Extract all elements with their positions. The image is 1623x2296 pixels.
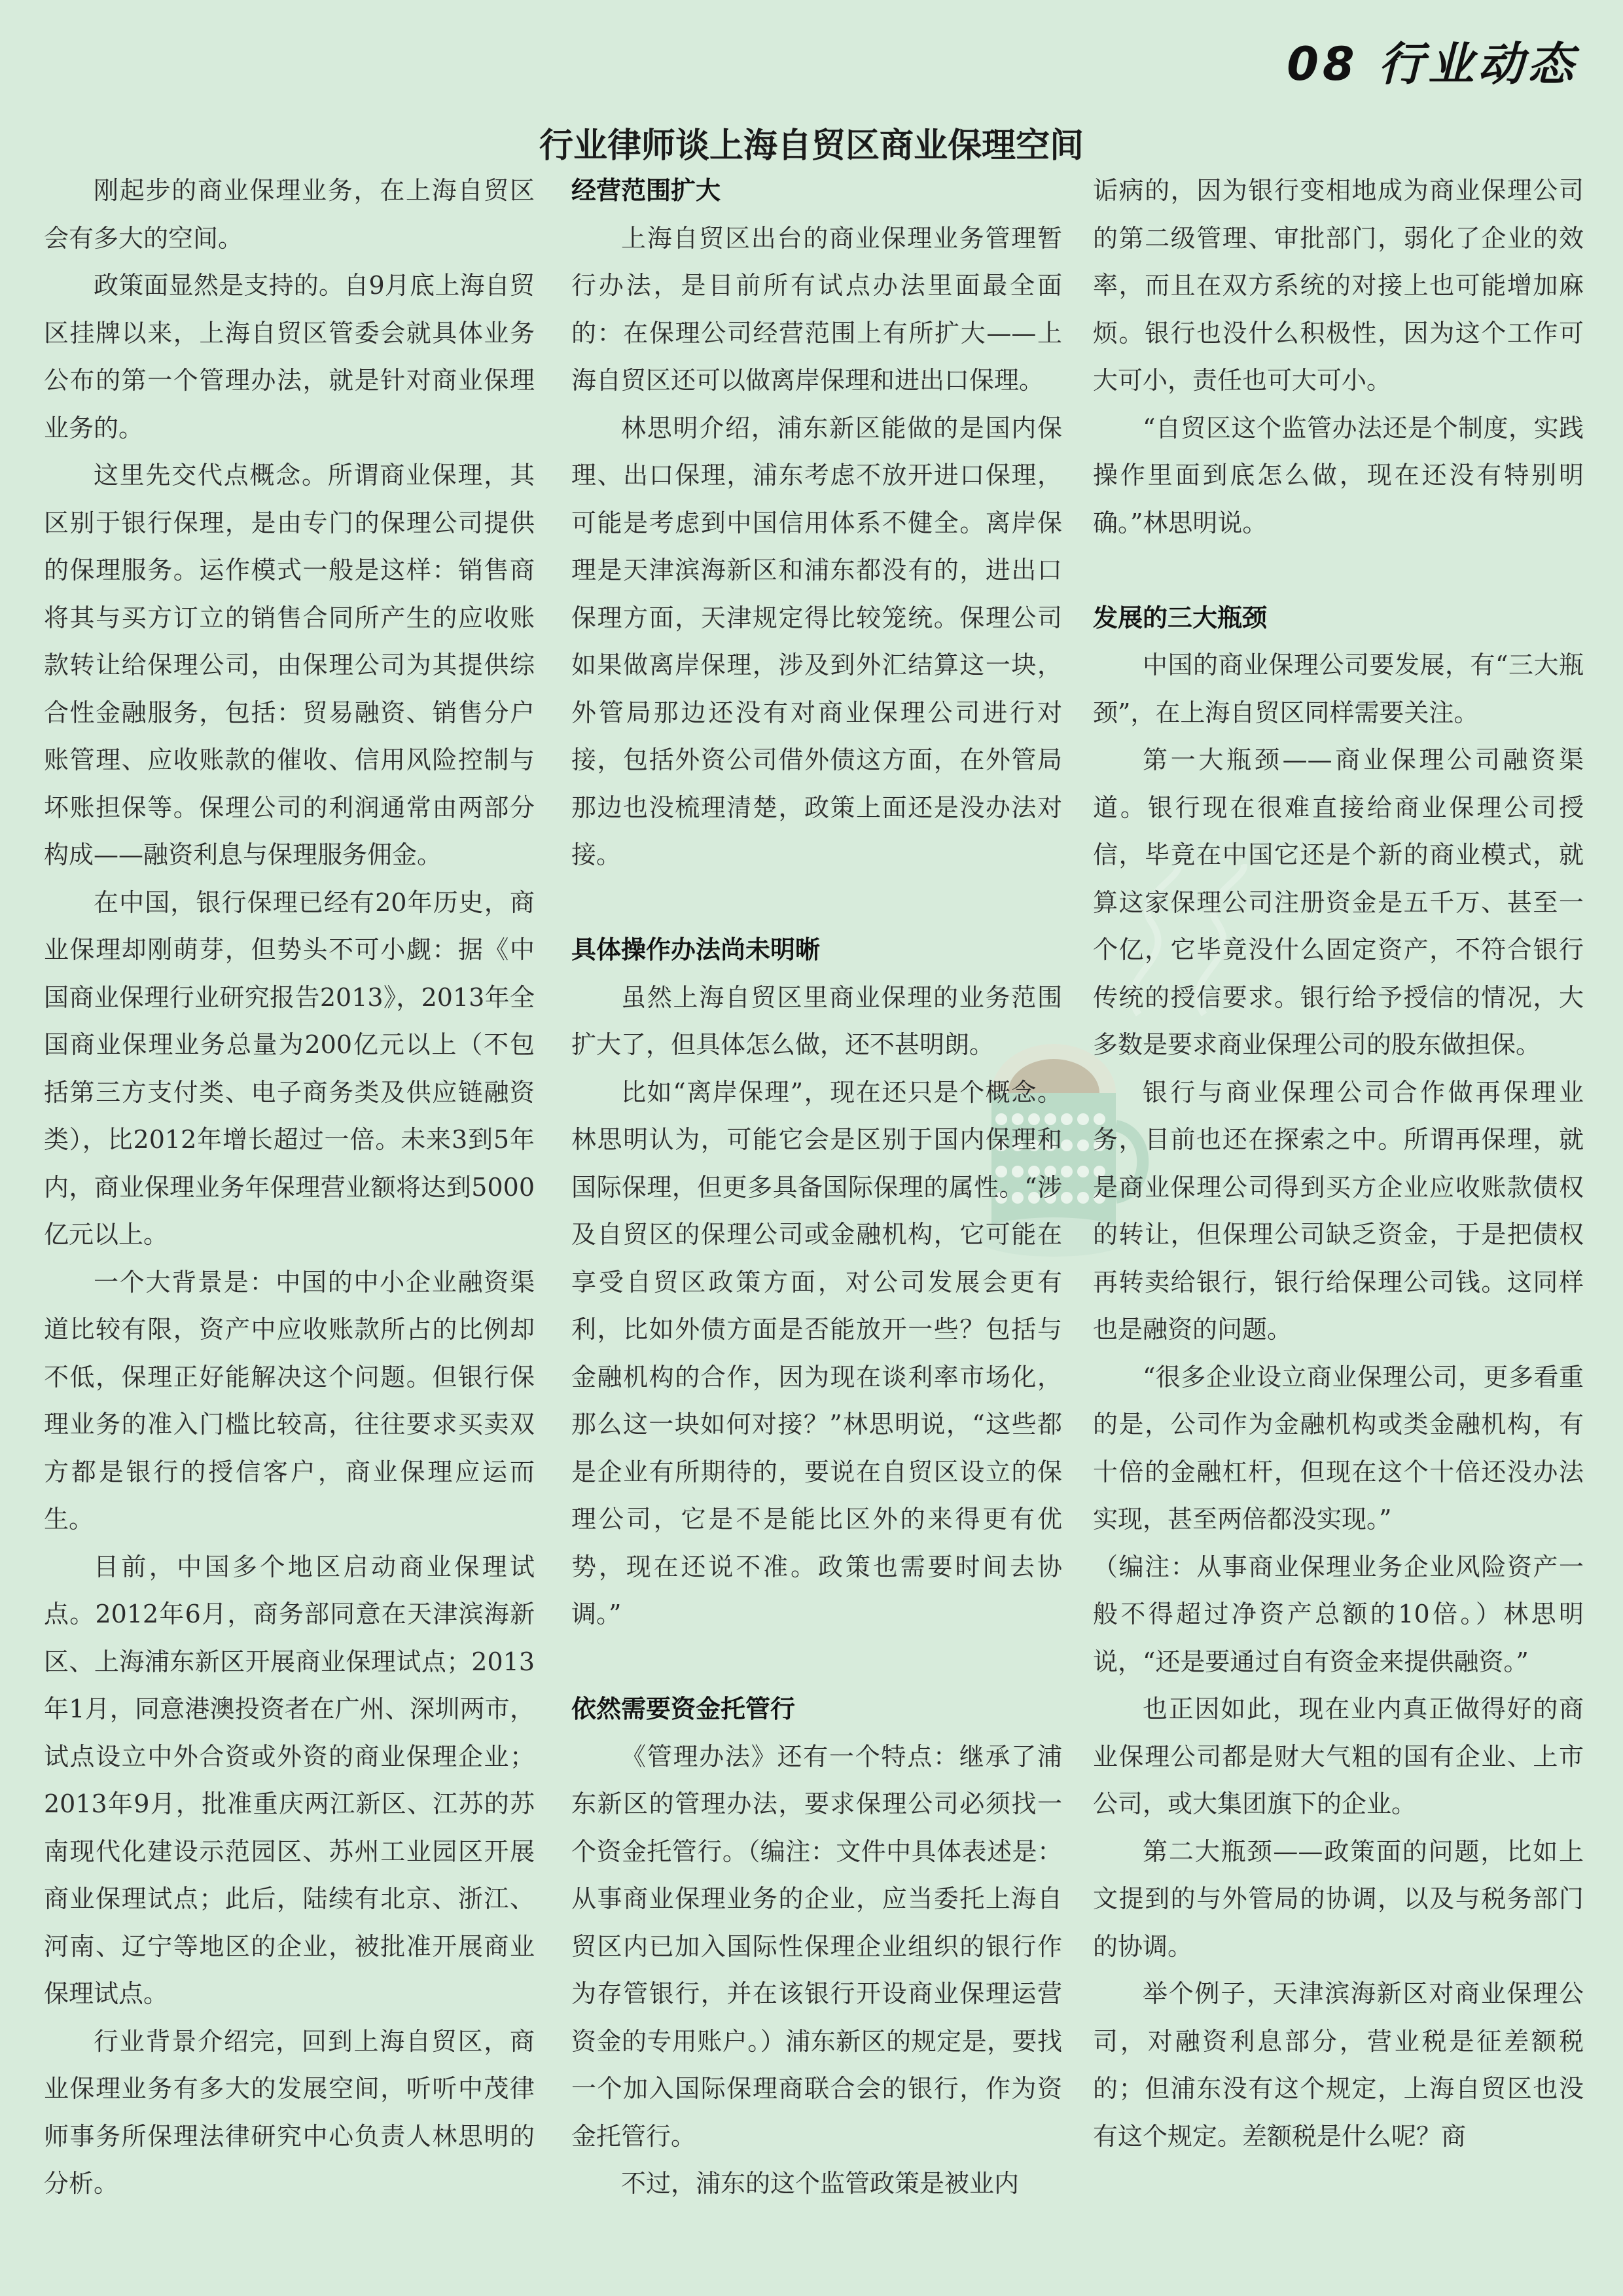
section-tag: 08 行业动态 bbox=[1287, 37, 1577, 91]
section-heading: 经营范围扩大 bbox=[571, 176, 721, 205]
paragraph: “自贸区这个监管办法还是个制度，实践操作里面到底怎么做，现在还没有特别明确。”林思明说。 bbox=[1093, 413, 1584, 537]
paragraph: 中国的商业保理公司要发展，有“三大瓶颈”，在上海自贸区同样需要关注。 bbox=[1093, 651, 1584, 727]
paragraph: 举个例子，天津滨海新区对商业保理公司，对融资利息部分，营业税是征差额税的；但浦东没有这个规定，上海自贸区也没有这个规定。差额税是什么呢？商 bbox=[1093, 1979, 1584, 2151]
paragraph: 第二大瓶颈——政策面的问题，比如上文提到的与外管局的协调，以及与税务部门的协调。 bbox=[1093, 1837, 1584, 1961]
spacer bbox=[571, 879, 1062, 927]
article-title: 行业律师谈上海自贸区商业保理空间 bbox=[539, 126, 1084, 166]
paragraph: 第一大瓶颈——商业保理公司融资渠道。银行现在很难直接给商业保理公司授信，毕竟在中国它还是个新的商业模式，就算这家保理公司注册资金是五千万、甚至一个亿，它毕竟没什么固定资产，不符合银行传统的授信要求。银行给予授信的情况，大多数是要求商业保理公司的股东做担保。 bbox=[1093, 745, 1584, 1059]
paragraph: 上海自贸区出台的商业保理业务管理暂行办法，是目前所有试点办法里面最全面的：在保理公司经营范围上有所扩大——上海自贸区还可以做离岸保理和进出口保理。 bbox=[571, 223, 1062, 395]
paragraph: 在中国，银行保理已经有20年历史，商业保理却刚萌芽，但势头不可小觑：据《中国商业保理行业研究报告2013》，2013年全国商业保理业务总量为200亿元以上（不包括第三方支付类、电子商务类及供应链融资类），比2012年增长超过一倍。未来3到5年内，商业保理业务年保理营业额将达到5000亿元以上。 bbox=[44, 888, 535, 1249]
spacer bbox=[1093, 547, 1584, 594]
paragraph: 目前，中国多个地区启动商业保理试点。2012年6月，商务部同意在天津滨海新区、上海浦东新区开展商业保理试点；2013年1月，同意港澳投资者在广州、深圳两市，试点设立中外合资或外资的商业保理企业；2013年9月，批准重庆两江新区、江苏的苏南现代化建设示范园区、苏州工业园区开展商业保理试点；此后，陆续有北京、浙江、河南、辽宁等地区的企业，被批准开展商业保理试点。 bbox=[44, 1552, 535, 2008]
paragraph: 也正因如此，现在业内真正做得好的商业保理公司都是财大气粗的国有企业、上市公司，或大集团旗下的企业。 bbox=[1093, 1695, 1584, 1818]
column-middle bbox=[571, 167, 1062, 2281]
paragraph: 这里先交代点概念。所谓商业保理，其区别于银行保理，是由专门的保理公司提供的保理服务。运作模式一般是这样：销售商将其与买方订立的销售合同所产生的应收账款转让给保理公司，由保理公司为其提供综合性金融服务，包括：贸易融资、销售分户账管理、应收账款的催收、信用风险控制与坏账担保等。保理公司的利润通常由两部分构成——融资利息与保理服务佣金。 bbox=[44, 461, 535, 869]
paragraph: 刚起步的商业保理业务，在上海自贸区会有多大的空间。 bbox=[44, 176, 535, 253]
paragraph: 虽然上海自贸区里商业保理的业务范围扩大了，但具体怎么做，还不甚明朗。 bbox=[571, 982, 1062, 1059]
column-right bbox=[1093, 167, 1584, 2281]
paragraph-continued: 诟病的，因为银行变相地成为商业保理公司的第二级管理、审批部门，弱化了企业的效率，而且在双方系统的对接上也可能增加麻烦。银行也没什么积极性，因为这个工作可大可小，责任也可大可小。 bbox=[1093, 176, 1584, 395]
paragraph: “很多企业设立商业保理公司，更多看重的是，公司作为金融机构或类金融机构，有十倍的金融杠杆，但现在这个十倍还没办法实现，甚至两倍都没实现。” bbox=[1093, 1362, 1584, 1534]
paragraph: 《管理办法》还有一个特点：继承了浦东新区的管理办法，要求保理公司必须找一个资金托管行。（编注：文件中具体表述是：从事商业保理业务的企业，应当委托上海自贸区内已加入国际性保理企业组织的银行作为存管银行，并在该银行开设商业保理运营资金的专用账户。）浦东新区的规定是，要找一个加入国际保理商联合会的银行，作为资金托管行。 bbox=[571, 1742, 1062, 2151]
paragraph: 不过，浦东的这个监管政策是被业内 bbox=[621, 2169, 1020, 2198]
paragraph: 政策面显然是支持的。自9月底上海自贸区挂牌以来，上海自贸区管委会就具体业务公布的第一个管理办法，就是针对商业保理业务的。 bbox=[44, 271, 535, 442]
paragraph: 银行与商业保理公司合作做再保理业务，目前也还在探索之中。所谓再保理，就是商业保理公司得到买方企业应收账款债权的转让，但保理公司缺乏资金，于是把债权再转卖给银行，银行给保理公司钱。这同样也是融资的问题。 bbox=[1093, 1077, 1584, 1344]
paragraph: 比如“离岸保理”，现在还只是个概念。林思明认为，可能它会是区别于国内保理和国际保理，但更多具备国际保理的属性。“涉及自贸区的保理公司或金融机构，它可能在享受自贸区政策方面，对公司发展会更有利，比如外债方面是否能放开一些？包括与金融机构的合作，因为现在谈利率市场化，那么这一块如何对接？”林思明说，“这些都是企业有所期待的，要说在自贸区设立的保理公司，它是不是能比区外的来得更有优势，现在还说不准。政策也需要时间去协调。” bbox=[571, 1077, 1062, 1628]
column-left bbox=[44, 167, 535, 2281]
section-heading: 发展的三大瓶颈 bbox=[1093, 603, 1268, 632]
paragraph: 行业背景介绍完，回到上海自贸区，商业保理业务有多大的发展空间，听听中茂律师事务所保理法律研究中心负责人林思明的分析。 bbox=[44, 2026, 535, 2198]
paragraph: 一个大背景是：中国的中小企业融资渠道比较有限，资产中应收账款所占的比例却不低，保理正好能解决这个问题。但银行保理业务的准入门槛比较高，往往要求买卖双方都是银行的授信客户，商业保理应运而生。 bbox=[44, 1267, 535, 1534]
section-heading: 具体操作办法尚未明晰 bbox=[571, 935, 821, 964]
paragraph: 林思明介绍，浦东新区能做的是国内保理、出口保理，浦东考虑不放开进口保理，可能是考虑到中国信用体系不健全。离岸保理是天津滨海新区和浦东都没有的，进出口保理方面，天津规定得比较笼统。保理公司如果做离岸保理，涉及到外汇结算这一块，外管局那边还没有对商业保理公司进行对接，包括外资公司借外债这方面，在外管局那边也没梳理清楚，政策上面还是没办法对接。 bbox=[571, 413, 1062, 869]
editor-note: （编注：从事商业保理业务企业风险资产一般不得超过净资产总额的10倍。）林思明说，“还是要通过自有资金来提供融资。” bbox=[1093, 1552, 1584, 1676]
section-heading: 依然需要资金托管行 bbox=[571, 1695, 796, 1723]
spacer bbox=[571, 1638, 1062, 1686]
